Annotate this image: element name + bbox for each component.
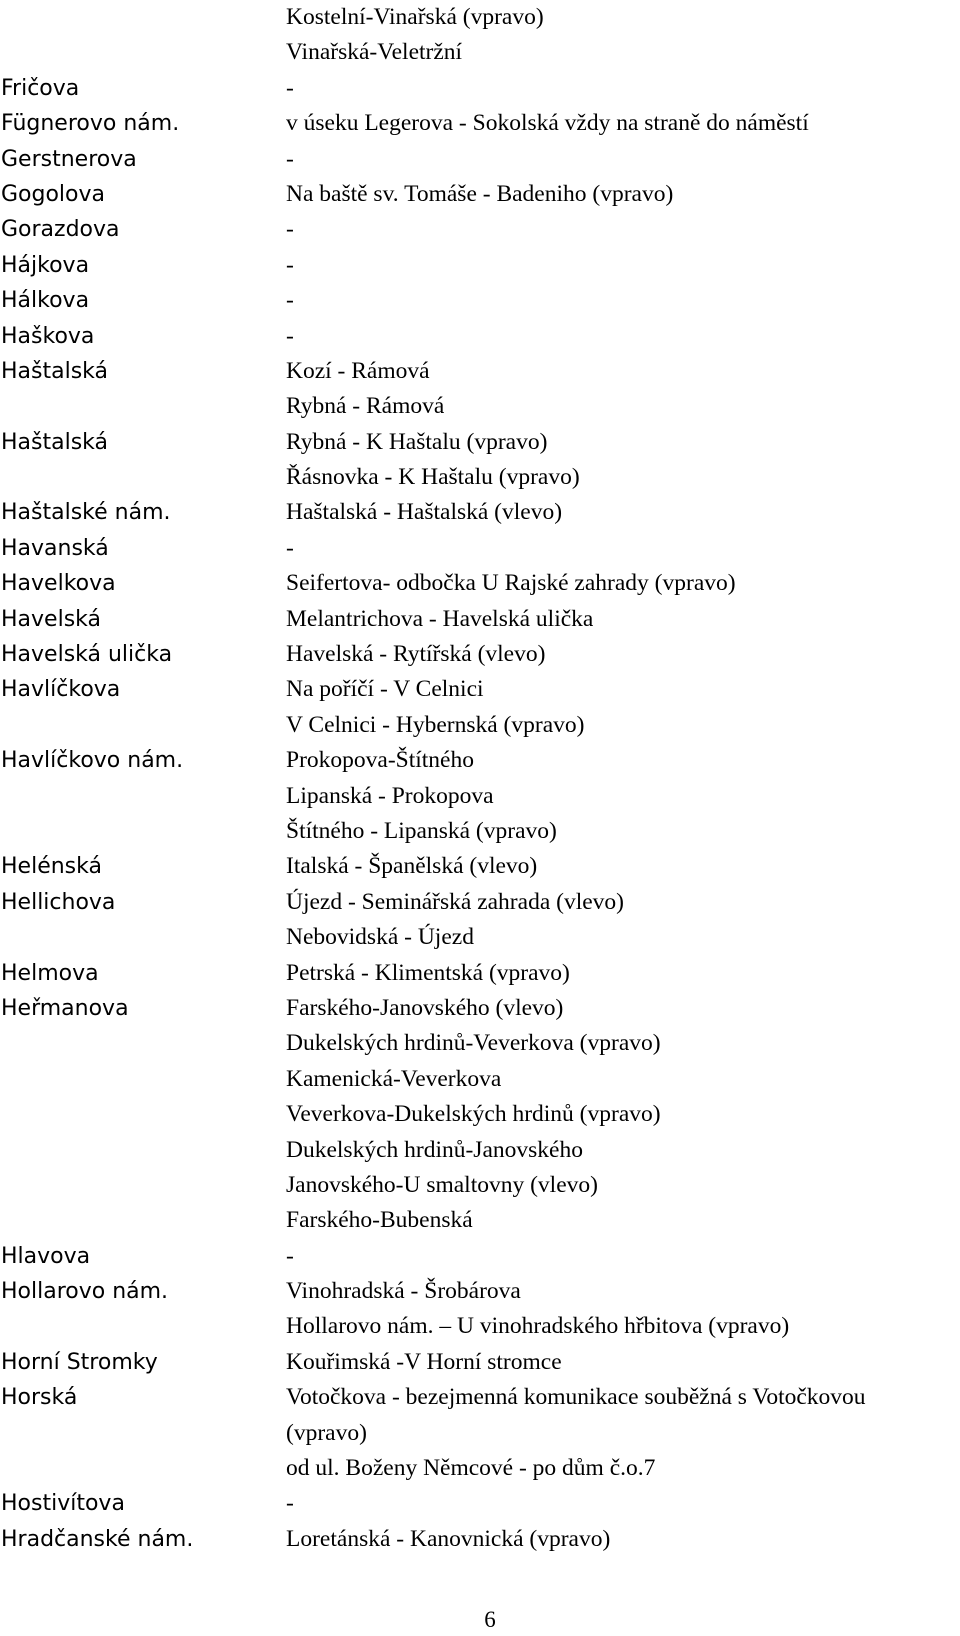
street-row xyxy=(0,212,960,247)
street-row xyxy=(0,531,960,566)
street-name: Horská xyxy=(1,1385,78,1411)
street-name: Horní Stromky xyxy=(1,1349,158,1375)
street-row xyxy=(0,0,960,35)
street-section: Na poříčí - V Celnici xyxy=(286,676,484,703)
street-section: - xyxy=(286,287,294,314)
street-row xyxy=(0,177,960,212)
street-row xyxy=(0,283,960,318)
street-section: Lipanská - Prokopova xyxy=(286,782,494,809)
street-name: Hálkova xyxy=(1,288,90,314)
street-row xyxy=(0,779,960,814)
street-name: Gerstnerova xyxy=(1,146,137,172)
street-name: Haštalská xyxy=(1,358,109,384)
street-section: Votočkova - bezejmenná komunikace souběžná s Votočkovou xyxy=(286,1384,866,1411)
street-section: Kamenická-Veverkova xyxy=(286,1065,502,1092)
street-section: Petrská - Klimentská (vpravo) xyxy=(286,959,570,986)
street-name: Havlíčkova xyxy=(1,677,121,703)
street-section: Haštalská - Haštalská (vlevo) xyxy=(286,499,563,526)
street-name: Hájkova xyxy=(1,252,90,278)
street-name: Havelská xyxy=(1,606,101,632)
street-section: Italská - Španělská (vlevo) xyxy=(286,853,538,880)
street-section: - xyxy=(286,74,294,101)
street-row xyxy=(0,142,960,177)
street-name: Havlíčkovo nám. xyxy=(1,748,184,774)
street-section: Hollarovo nám. – U vinohradského hřbitova (vpravo) xyxy=(286,1313,790,1340)
street-section: Janovského-U smaltovny (vlevo) xyxy=(286,1171,598,1198)
street-row xyxy=(0,1522,960,1557)
street-section: Rybná - Rámová xyxy=(286,393,445,420)
street-section: Dukelských hrdinů-Veverkova (vpravo) xyxy=(286,1030,661,1057)
street-section: Veverkova-Dukelských hrdinů (vpravo) xyxy=(286,1101,661,1128)
street-row xyxy=(0,319,960,354)
street-row xyxy=(0,1416,960,1451)
street-section: Řásnovka - K Haštalu (vpravo) xyxy=(286,464,580,491)
street-name: Gorazdova xyxy=(1,217,120,243)
street-row xyxy=(0,1486,960,1521)
street-name: Haškova xyxy=(1,323,95,349)
street-name: Hostivítova xyxy=(1,1491,125,1517)
street-section: Loretánská - Kanovnická (vpravo) xyxy=(286,1525,611,1552)
street-row xyxy=(0,1062,960,1097)
street-row xyxy=(0,389,960,424)
street-row xyxy=(0,1451,960,1486)
street-section: - xyxy=(286,251,294,278)
street-section: Kouřimská -V Horní stromce xyxy=(286,1348,562,1375)
street-name: Helénská xyxy=(1,854,102,880)
street-name: Haštalské nám. xyxy=(1,500,171,526)
street-row xyxy=(0,708,960,743)
street-row xyxy=(0,1097,960,1132)
street-row xyxy=(0,1168,960,1203)
street-section: (vpravo) xyxy=(286,1419,367,1446)
street-section: Dukelských hrdinů-Janovského xyxy=(286,1136,583,1163)
street-row xyxy=(0,425,960,460)
street-name: Havanská xyxy=(1,535,109,561)
street-row xyxy=(0,354,960,389)
street-name: Havelská ulička xyxy=(1,642,173,668)
street-row xyxy=(0,1345,960,1380)
street-section: - xyxy=(286,1490,294,1517)
street-name: Helmova xyxy=(1,960,99,986)
street-row xyxy=(0,849,960,884)
street-name: Heřmanova xyxy=(1,995,129,1021)
street-name: Fričova xyxy=(1,75,80,101)
street-row xyxy=(0,991,960,1026)
street-section: Kostelní-Vinařská (vpravo) xyxy=(286,4,544,30)
street-name: Havelkova xyxy=(1,571,116,597)
street-row xyxy=(0,1026,960,1061)
street-row xyxy=(0,743,960,778)
street-section: V Celnici - Hybernská (vpravo) xyxy=(286,711,585,738)
street-name: Hellichova xyxy=(1,889,116,915)
street-name: Hradčanské nám. xyxy=(1,1526,194,1552)
street-section: - xyxy=(286,322,294,349)
street-row xyxy=(0,71,960,106)
street-section: Vinařská-Veletržní xyxy=(286,39,463,66)
street-row xyxy=(0,637,960,672)
street-section: Na baště sv. Tomáše - Badeniho (vpravo) xyxy=(286,180,674,207)
street-section: Seifertova- odbočka U Rajské zahrady (vpravo) xyxy=(286,570,736,597)
street-row xyxy=(0,956,960,991)
street-row xyxy=(0,1203,960,1238)
street-name: Gogolova xyxy=(1,181,106,207)
street-section: - xyxy=(286,216,294,243)
street-row xyxy=(0,602,960,637)
street-section: Melantrichova - Havelská ulička xyxy=(286,605,594,632)
street-row xyxy=(0,920,960,955)
street-row xyxy=(0,814,960,849)
street-section: Farského-Bubenská xyxy=(286,1207,473,1234)
street-row xyxy=(0,248,960,283)
street-row xyxy=(0,885,960,920)
street-row xyxy=(0,1239,960,1274)
street-section: Štítného - Lipanská (vpravo) xyxy=(286,817,557,844)
street-section: Havelská - Rytířská (vlevo) xyxy=(286,641,546,668)
street-row xyxy=(0,1309,960,1344)
street-row xyxy=(0,566,960,601)
street-section: od ul. Boženy Němcové - po dům č.o.7 xyxy=(286,1455,656,1482)
street-section: v úseku Legerova - Sokolská vždy na straně do náměstí xyxy=(286,110,809,137)
street-row xyxy=(0,1274,960,1309)
street-section: Prokopova-Štítného xyxy=(286,747,474,774)
street-section: - xyxy=(286,145,294,172)
street-name: Haštalská xyxy=(1,429,109,455)
street-section: Kozí - Rámová xyxy=(286,357,430,384)
street-name: Fügnerovo nám. xyxy=(1,111,180,137)
street-row xyxy=(0,495,960,530)
street-section: Nebovidská - Újezd xyxy=(286,924,474,951)
street-row xyxy=(0,106,960,141)
street-section: Farského-Janovského (vlevo) xyxy=(286,994,564,1021)
page-number: 6 xyxy=(484,1607,496,1632)
street-row xyxy=(0,35,960,70)
street-row xyxy=(0,460,960,495)
street-row xyxy=(0,672,960,707)
street-section: Rybná - K Haštalu (vpravo) xyxy=(286,428,548,455)
street-section: Vinohradská - Šrobárova xyxy=(286,1278,521,1305)
street-row xyxy=(0,1133,960,1168)
street-section: - xyxy=(286,534,294,561)
street-section: - xyxy=(286,1242,294,1269)
street-name: Hlavova xyxy=(1,1243,91,1269)
street-name: Hollarovo nám. xyxy=(1,1279,169,1305)
street-row xyxy=(0,1380,960,1415)
street-section: Újezd - Seminářská zahrada (vlevo) xyxy=(286,888,624,915)
